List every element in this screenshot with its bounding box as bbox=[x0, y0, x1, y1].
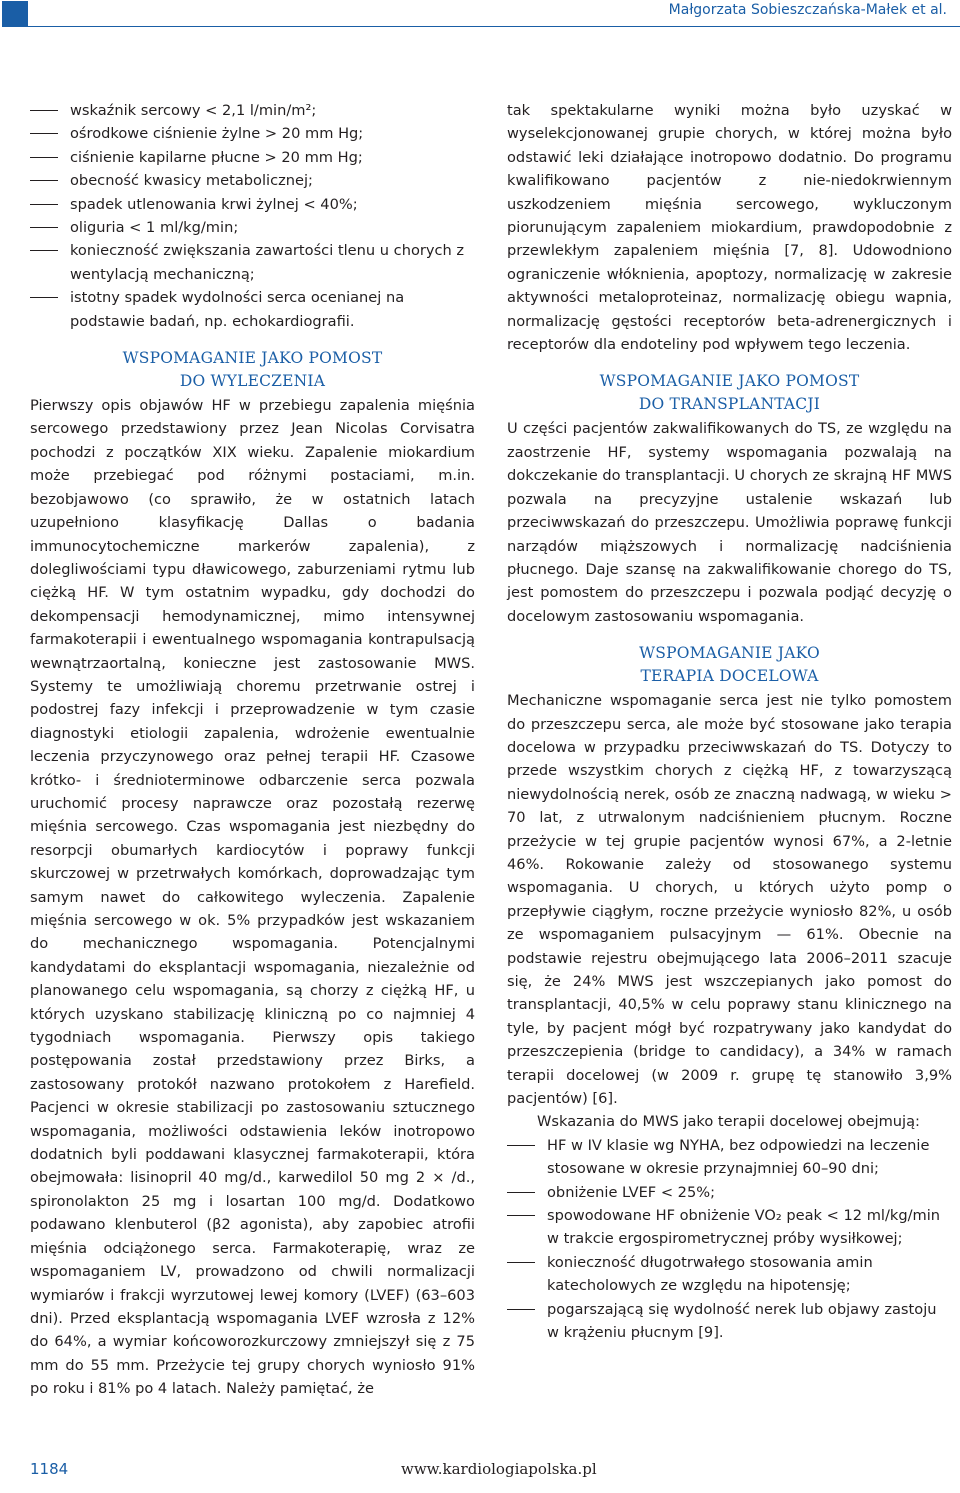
list-item: obecność kwasicy metabolicznej; bbox=[30, 169, 475, 192]
section-heading-transplant: WSPOMAGANIE JAKO POMOST DO TRANSPLANTACJI bbox=[599, 372, 860, 413]
list-item: HF w IV klasie wg NYHA, bez odpowiedzi na leczenie stosowane w okresie przynajmniej 60–90 dni; bbox=[507, 1134, 952, 1181]
list-item: pogarszającą się wydolność nerek lub objawy zastoju w krążeniu płucnym [9]. bbox=[507, 1298, 952, 1345]
section-heading-destination: WSPOMAGANIE JAKO TERAPIA DOCELOWA bbox=[639, 644, 820, 685]
journal-url: www.kardiologiapolska.pl bbox=[401, 1460, 597, 1478]
list-item: konieczność długotrwałego stosowania amin katecholowych ze względu na hipotensję; bbox=[507, 1251, 952, 1298]
list-item: obniżenie LVEF < 25%; bbox=[507, 1181, 952, 1204]
body-text: Pierwszy opis objawów HF w przebiegu zapalenia mięśnia sercowego przedstawiony przez Jean Nicolas Corvisatra pochodzi z początków XIX wieku. Zapalenie miokardium może przebiegać pod różnymi postaciami, m.in. bezobjawowo (co sprawiło, że w ostatnich latach uzupełniono klasyfikację Dallas o badania immunocytochemiczne markerów zapalenia), z dolegliwościami typu dławicowego, zaburzeniami rytmu lub ciężką HF. W tym ostatnim wypadku, gdy dochodzi do dekompensacji hemodynamicznej, mimo intensywnej farmakoterapii i ewentualnego wspomagania kontrapulsacją wewnątrzaortalną, konieczne jest zastosowanie MWS. Systemy te umożliwiają choremu przetrwanie ostrej i podostrej fazy infekcji i przeprowadzenie w tym czasie diagnostyki etiologii zapalenia, wdrożenie ewentualnie leczenia przyczynowego oraz pełnej terapii HF. Czasowe krótko- i średnioterminowe odbarczenie serca pozwala uruchomić procesy naprawcze oraz pozostałą rezerwę mięśnia sercowego. Czas wspomagania jest niezbędny do resorpcji obumarłych kardiocytów i poprawy funkcji skurczowej w przetrwałych komórkach, doprowadzając tym samym nawet do całkowitego wyleczenia. Zapalenie mięśnia sercowego w ok. 5% przypadków jest wskazaniem do mechanicznego wspomagania. Potencjalnymi kandydatami do eksplantacji wspomagania, niezależnie od planowanego celu wspomagania, są chorzy z ciężką HF, u których uzyskano stabilizację kliniczną po co najmniej 4 tygodniach wspomagania. Pierwszy opis takiego postępowania został przedstawiony przez Birks, a zastosowany protokół nazwano protokołem z Harefield. Pacjenci w okresie stabilizacji po zastosowaniu sztucznego wspomagania, możliwości odstawienia leków inotropowo dodatnich byli poddawani klasycznej farmakoterapii, która obejmowała: lisinopril 40 mg/d., karwedilol 50 mg 2 × /d., spironolakton 25 mg i losartan 100 mg/d. Dodatkowo podawano klenbuterol (β2 agonista), aby zapobiec atrofii mięśnia odciążonego serca. Farmakoterapię, wraz ze wspomaganiem LV, prowadzono od chwili normalizacji wymiarów i frakcji wyrzutowej lewej komory (LVEF) (63–603 dni). Przed eksplantacją wspomagania LVEF wzrosła z 12% do 64%, a wymiar końcoworozkurczowy zmniejszył się z 75 mm do 55 mm. Przeżycie tej grupy chorych wyniosło 91% po roku i 81% po 4 latach. Należy pamiętać, że bbox=[30, 397, 475, 1398]
body-text: Mechaniczne wspomaganie serca jest nie tylko pomostem do przeszczepu serca, ale może być stosowane jako terapia docelowa w przypadku przeciwwskazań do TS. Dotyczy to przede wszystkim chorych z ciężką HF, z towarzyszącą niewydolnością nerek, osób ze znaczną nadwagą, w wieku > 70 lat, z utrwalonym nadciśnieniem płucnym. Roczne przeżycie w tej grupie pacjentów wynosi 67%, a 2-letnie 46%. Rokowanie zależy od stosowanego systemu wspomagania. U chorych, u których użyto pomp o przepływie ciągłym, roczne przeżycie wyniosło 82%, u osób ze wspomaganiem pulsacyjnym — 61%. Obecnie na podstawie rejestru obejmującego lata 2006–2011 szacuje się, że 24% MWS jest wszczepianych jako pomost do transplantacji, 40,5% w celu poprawy stanu klinicznego na tyle, by pacjent mógł być rozpatrywany jako kandydat do przeszczepienia (bridge to candidacy), a 34% w ramach terapii docelowej (w 2009 r. grupę tę stanowiło 3,9% pacjentów) [6]. bbox=[507, 692, 952, 1108]
left-column bbox=[30, 99, 475, 1401]
header-square bbox=[2, 1, 28, 27]
list-item: oliguria < 1 ml/kg/min; bbox=[30, 216, 475, 239]
list-item: spowodowane HF obniżenie VO₂ peak < 12 ml/kg/min w trakcie ergospirometrycznej próby wysiłkowej; bbox=[507, 1204, 952, 1251]
list-intro: Wskazania do MWS jako terapii docelowej obejmują: bbox=[537, 1113, 920, 1131]
body-text: U części pacjentów zakwalifikowanych do TS, ze względu na zaostrzenie HF, systemy wspomagania pozwalają na dokczekanie do transplantacji. U chorych ze skrajną HF MWS pozwala na precyzyjne ustalenie wskazań lub przeciwwskazań do przeszczepu. Umożliwia poprawę funkcji narządów miąższowych i normalizację nadciśnienia płucnego. Daje szansę na zakwalifikowanie chorego do TS, jest pomostem do przeszczepu i pozwala podjąć decyzję o docelowym zastosowaniu wspomagania. bbox=[507, 420, 952, 625]
list-item: spadek utlenowania krwi żylnej < 40%; bbox=[30, 193, 475, 216]
page-number: 1184 bbox=[30, 1460, 69, 1478]
indication-list bbox=[30, 99, 475, 333]
list-item: istotny spadek wydolności serca ocenianej na podstawie badań, np. echokardiografii. bbox=[30, 286, 475, 333]
section-heading-recovery: WSPOMAGANIE JAKO POMOST DO WYLECZENIA bbox=[122, 349, 383, 390]
list-item: wskaźnik sercowy < 2,1 l/min/m²; bbox=[30, 99, 475, 122]
header-author: Małgorzata Sobieszczańska-Małek et al. bbox=[668, 2, 947, 18]
list-item: ośrodkowe ciśnienie żylne > 20 mm Hg; bbox=[30, 122, 475, 145]
list-item: konieczność zwiększania zawartości tlenu u chorych z wentylacją mechaniczną; bbox=[30, 239, 475, 286]
header-rule bbox=[28, 26, 960, 27]
right-column bbox=[507, 99, 952, 1345]
list-item: ciśnienie kapilarne płucne > 20 mm Hg; bbox=[30, 146, 475, 169]
body-text: tak spektakularne wyniki można było uzyskać w wyselekcjonowanej grupie chorych, w której można było odstawić leki działające inotropowo dodatnio. Do programu kwalifikowano pacjentów z nie-niedokrwiennym uszkodzeniem mięśnia sercowego, wykluczonym piorunującym zapaleniem miokardium, prawdopodobnie z przewlekłym zapaleniem mięśnia [7, 8]. Udowodniono ograniczenie włóknienia, apoptozy, normalizację w zakresie aktywności metaloproteinaz, normalizację obiegu wapnia, normalizację gęstości receptorów beta-adrenergicznych i receptorów dla endoteliny pod wpływem tego leczenia. bbox=[507, 102, 952, 354]
dt-indication-list bbox=[507, 1134, 952, 1345]
